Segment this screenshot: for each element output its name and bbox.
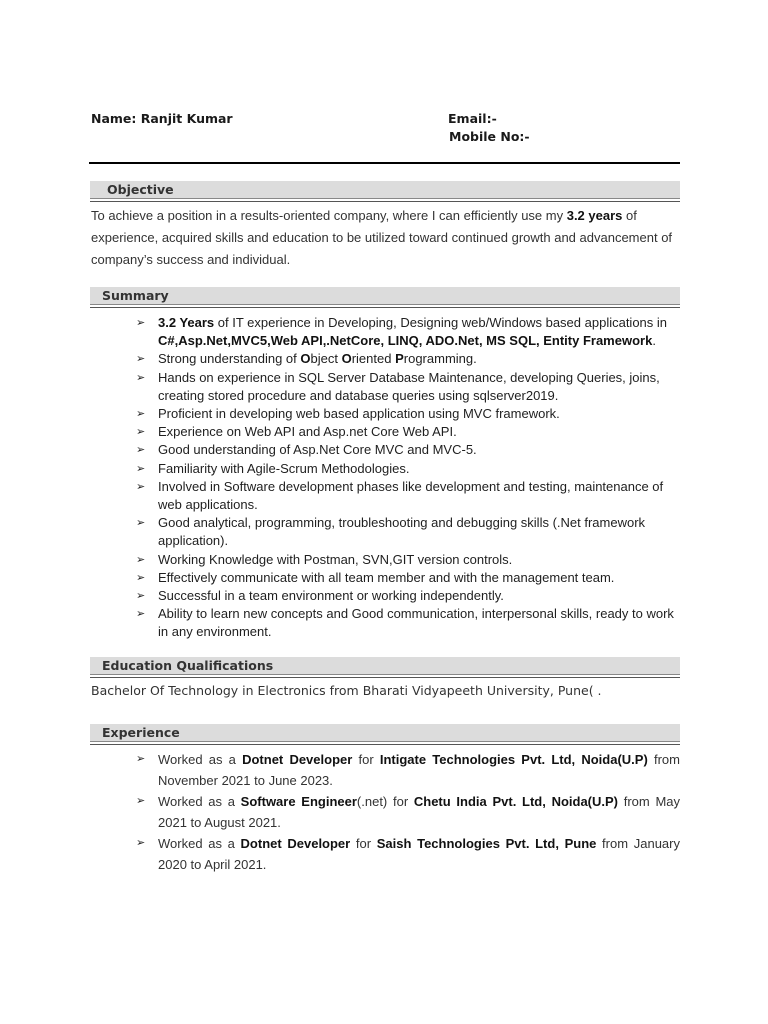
list-item	[136, 833, 680, 875]
objective-heading: Objective	[107, 182, 174, 197]
exp-pre: Worked as a	[158, 794, 241, 809]
summary-item-text: Involved in Software development phases like development and testing, maintenance of web applications.	[158, 478, 664, 513]
summary-heading: Summary	[102, 288, 169, 303]
arrow-bullet-icon: ➢	[136, 553, 146, 566]
list-item	[136, 791, 680, 833]
list-item	[136, 587, 680, 605]
list-item	[136, 369, 680, 405]
list-item	[136, 314, 680, 350]
exp-company: Chetu India Pvt. Ltd, Noida(U.P)	[413, 794, 619, 809]
exp-role: Dotnet Developer	[242, 752, 353, 767]
exp-dates: from May 2021 to August 2021.	[158, 794, 681, 830]
list-item	[136, 423, 680, 441]
exp-dates: from November 2021 to June 2023.	[158, 752, 680, 788]
email-label: Email:-	[448, 111, 497, 126]
summary-item2-mid1: bject	[310, 351, 342, 367]
arrow-bullet-icon: ➢	[136, 517, 146, 530]
summary-item-text: Working Knowledge with Postman, SVN,GIT version controls.	[158, 551, 513, 567]
objective-heading-bar	[90, 181, 680, 199]
exp-role: Software Engineer	[240, 794, 357, 809]
summary-years: 3.2 Years	[158, 315, 215, 330]
arrow-bullet-icon: ➢	[136, 753, 146, 765]
candidate-name: Name: Ranjit Kumar	[91, 111, 233, 126]
arrow-bullet-icon: ➢	[136, 795, 146, 807]
summary-heading-bar	[90, 287, 680, 305]
education-text: Bachelor Of Technology in Electronics from Bharati Vidyapeeth University, Pune( .	[91, 683, 602, 698]
education-heading-bar	[90, 657, 680, 675]
summary-tech-stack: C#,Asp.Net,MVC5,Web API,.NetCore, LINQ, ADO.Net, MS SQL, Entity Framework	[158, 333, 653, 349]
arrow-bullet-icon: ➢	[136, 837, 146, 849]
exp-mid: for	[352, 752, 380, 767]
summary-item2-pre: Strong understanding of	[158, 351, 301, 367]
exp-dates: from January 2020 to April 2021.	[158, 836, 680, 872]
summary-item-text: Good analytical, programming, troubleshooting and debugging skills (.Net framework application).	[158, 515, 646, 549]
arrow-bullet-icon: ➢	[136, 371, 146, 384]
exp-pre: Worked as a	[158, 752, 243, 767]
arrow-bullet-icon: ➢	[136, 426, 146, 439]
summary-item-text: Hands on experience in SQL Server Database Maintenance, developing Queries, joins, creating stored procedure and database queries using sqlserver2019.	[158, 369, 660, 403]
list-item	[136, 749, 680, 791]
summary-item-text: Ability to learn new concepts and Good communication, interpersonal skills, ready to work in any environment.	[158, 606, 674, 640]
summary-item2-o: O	[300, 351, 311, 367]
arrow-bullet-icon: ➢	[136, 590, 146, 603]
education-heading: Education Qualifications	[102, 658, 274, 673]
objective-years: 3.2 years	[566, 208, 623, 223]
objective-pre: To achieve a position in a results-oriented company, where I can efficiently use my	[91, 208, 567, 223]
exp-company: Saish Technologies Pvt. Ltd, Pune	[376, 836, 597, 851]
summary-item2-p: P	[395, 351, 404, 367]
exp-role: Dotnet Developer	[240, 836, 351, 851]
experience-heading-bar	[90, 724, 680, 742]
summary-list	[136, 314, 680, 642]
mobile-label: Mobile No:-	[449, 129, 530, 144]
experience-list	[136, 749, 680, 875]
exp-pre: Worked as a	[158, 836, 241, 851]
summary-item1-end: .	[652, 333, 656, 349]
arrow-bullet-icon: ➢	[136, 462, 146, 475]
list-item	[136, 551, 680, 569]
list-item	[136, 605, 680, 641]
summary-item-text: Effectively communicate with all team member and with the management team.	[158, 569, 615, 585]
summary-item-text: Successful in a team environment or working independently.	[158, 588, 504, 604]
summary-item-text: Proficient in developing web based application using MVC framework.	[158, 406, 560, 422]
arrow-bullet-icon: ➢	[136, 608, 146, 621]
arrow-bullet-icon: ➢	[136, 408, 146, 421]
list-item	[136, 350, 680, 368]
list-item	[136, 478, 680, 514]
objective-post: of experience, acquired skills and education to be utilized toward continued growth and advancement of company’s success and individual.	[91, 208, 673, 267]
arrow-bullet-icon: ➢	[136, 353, 146, 366]
summary-item2-mid2: riented	[351, 351, 396, 367]
list-item	[136, 441, 680, 459]
summary-item-text: Good understanding of Asp.Net Core MVC and MVC-5.	[158, 442, 477, 458]
list-item	[136, 405, 680, 423]
arrow-bullet-icon: ➢	[136, 480, 146, 493]
arrow-bullet-icon: ➢	[136, 444, 146, 457]
summary-item1-text: of IT experience in Developing, Designing web/Windows based applications in	[214, 315, 668, 330]
experience-heading: Experience	[102, 725, 180, 740]
arrow-bullet-icon: ➢	[136, 571, 146, 584]
header-divider	[89, 162, 680, 164]
list-item	[136, 569, 680, 587]
exp-company: Intigate Technologies Pvt. Ltd, Noida(U.P)	[379, 752, 648, 767]
summary-item-text: Familiarity with Agile-Scrum Methodologies.	[158, 460, 410, 476]
exp-mid: for	[350, 836, 377, 851]
arrow-bullet-icon: ➢	[136, 317, 146, 329]
list-item	[136, 514, 680, 550]
summary-item2-end: rogramming.	[403, 351, 477, 367]
exp-mid: (.net) for	[356, 794, 414, 809]
objective-text	[91, 205, 681, 271]
list-item	[136, 460, 680, 478]
summary-item2-o2: O	[341, 351, 352, 367]
summary-item-text: Experience on Web API and Asp.net Core Web API.	[158, 424, 457, 440]
